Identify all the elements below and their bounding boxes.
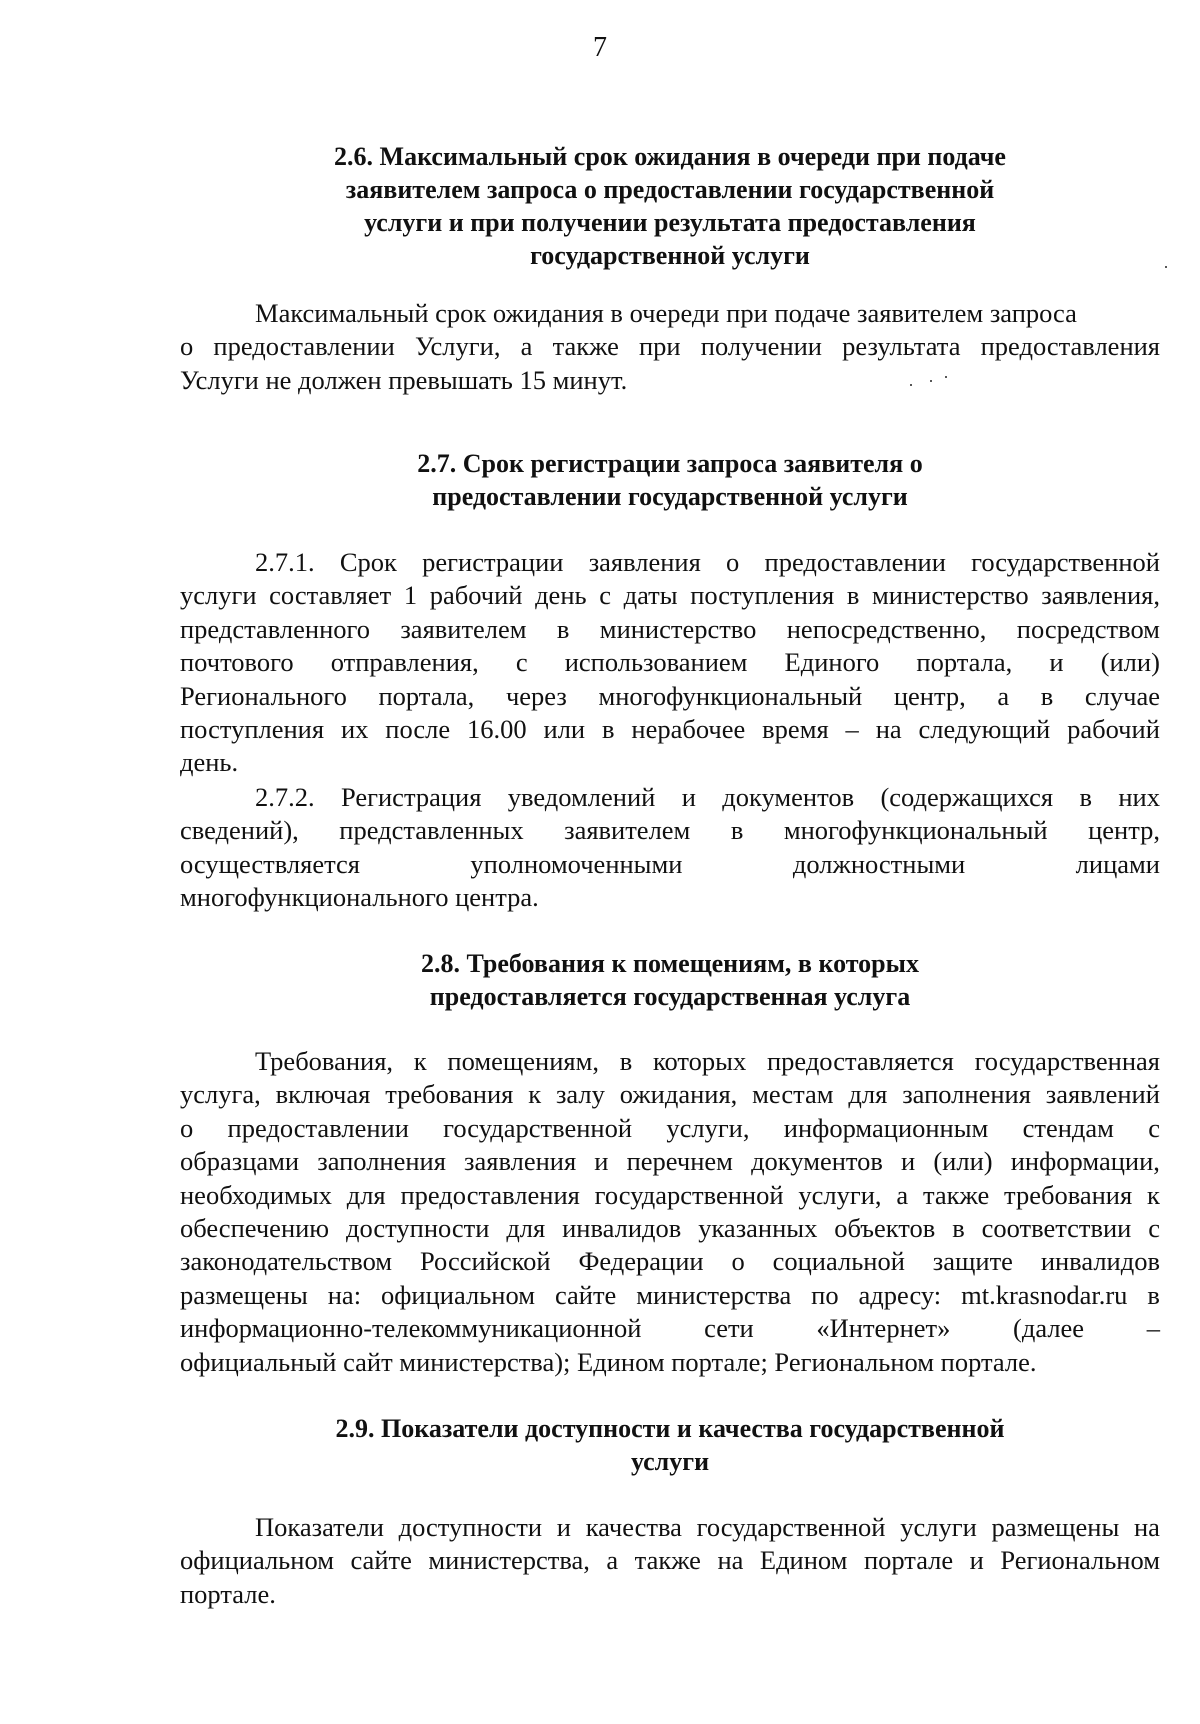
section-2-8-heading xyxy=(180,947,1160,1013)
word: в xyxy=(602,714,615,745)
word: доступности xyxy=(346,1213,490,1244)
word: к xyxy=(1147,1179,1160,1210)
word: с xyxy=(1148,1213,1160,1244)
paragraph-line xyxy=(180,1045,1160,1078)
paragraph-line xyxy=(180,1245,1160,1278)
word: государственная xyxy=(974,1046,1160,1076)
word: официальном xyxy=(180,1545,334,1576)
word: – xyxy=(845,714,859,745)
word: отправления, xyxy=(330,647,479,678)
word: 2.7.2. xyxy=(255,782,315,812)
word: ожидания, xyxy=(619,1079,738,1110)
word: стендам xyxy=(1022,1112,1114,1143)
word: представленного xyxy=(180,613,370,644)
word: «Интернет» xyxy=(816,1313,951,1344)
word: Российской xyxy=(419,1246,551,1277)
heading-line: 2.9. Показатели доступности и качества государственной xyxy=(335,1414,1005,1443)
scan-speck xyxy=(910,384,912,386)
word: или xyxy=(543,714,586,745)
word: центр, xyxy=(1088,815,1160,846)
word: должностными xyxy=(792,848,966,879)
word: время xyxy=(762,714,829,745)
word: предоставлении xyxy=(213,331,395,362)
paragraph-line xyxy=(180,848,1160,881)
word: представленных xyxy=(339,815,524,846)
word: предоставления xyxy=(400,1179,580,1210)
word: услуги xyxy=(900,1512,977,1542)
heading-line: предоставляется государственная услуга xyxy=(429,982,911,1011)
word: предоставляется xyxy=(766,1046,954,1076)
word: официальном xyxy=(381,1279,535,1310)
word: о xyxy=(726,547,740,577)
word: Единого xyxy=(784,647,880,678)
word: посредством xyxy=(1016,613,1160,644)
word: и xyxy=(969,1545,984,1576)
word: уполномоченными xyxy=(470,848,683,879)
paragraph-line xyxy=(180,1511,1160,1544)
section-2-6-paragraph xyxy=(180,297,1160,397)
word: а xyxy=(997,680,1010,711)
heading-line: предоставлении государственной услуги xyxy=(432,482,908,511)
word: для xyxy=(346,1179,386,1210)
word: mt.krasnodar.ru xyxy=(961,1279,1128,1310)
section-2-8-paragraph xyxy=(180,1045,1160,1379)
section-2-9-heading xyxy=(180,1412,1160,1478)
paragraph-line xyxy=(180,1078,1160,1111)
word: предоставлении xyxy=(227,1112,409,1143)
paragraph-line xyxy=(180,546,1160,579)
section-2-7-heading xyxy=(180,447,1160,513)
word: государственной xyxy=(696,1512,886,1542)
paragraph-line xyxy=(180,680,1160,713)
page-number: 7 xyxy=(593,32,607,63)
scan-speck xyxy=(930,380,932,382)
word: Регистрация xyxy=(340,782,482,812)
word: Региональном xyxy=(1000,1545,1160,1576)
word: о xyxy=(731,1246,745,1277)
word: и xyxy=(594,1146,609,1177)
word: инвалидов xyxy=(1040,1246,1160,1277)
word: заявителем xyxy=(564,815,691,846)
word: государственной xyxy=(971,547,1160,577)
word: услуги xyxy=(180,580,257,611)
word: предоставлении xyxy=(764,547,946,577)
word: (далее xyxy=(1013,1313,1085,1344)
word: которых xyxy=(653,1046,747,1076)
word: следующий xyxy=(918,714,1051,745)
word: услуги, xyxy=(798,1179,882,1210)
paragraph-line xyxy=(180,814,1160,847)
word: (или) xyxy=(933,1146,993,1177)
paragraph-line xyxy=(180,1544,1160,1577)
word: о xyxy=(180,331,194,362)
word: осуществляется xyxy=(180,848,360,879)
section-2-6-heading xyxy=(180,140,1160,272)
word: заявления, xyxy=(1041,580,1160,611)
word: информационно-телекоммуникационной xyxy=(180,1313,642,1344)
word: с xyxy=(515,647,528,678)
paragraph-line: Максимальный срок ожидания в очереди при подаче заявителем запроса xyxy=(255,298,1077,328)
paragraph-line: Услуги не должен превышать 15 минут. xyxy=(180,364,628,395)
word: защите xyxy=(932,1246,1013,1277)
word: к xyxy=(413,1046,427,1076)
word: документов xyxy=(751,1146,883,1177)
word: информации, xyxy=(1010,1146,1160,1177)
scan-speck xyxy=(945,376,947,378)
word: услуга, xyxy=(180,1079,261,1110)
paragraph-line xyxy=(180,1312,1160,1345)
word: министерство xyxy=(872,580,1029,611)
paragraph-line xyxy=(180,1212,1160,1245)
word: в xyxy=(619,1046,633,1076)
paragraph-line xyxy=(180,1279,1160,1312)
word: заполнения xyxy=(902,1079,1031,1110)
word: уведомлений xyxy=(507,782,656,812)
word: и xyxy=(681,782,696,812)
word: услуги, xyxy=(666,1112,750,1143)
word: требования xyxy=(385,1079,514,1110)
word: заявления xyxy=(588,547,701,577)
word: на xyxy=(1134,1512,1160,1542)
word: требования xyxy=(1004,1179,1133,1210)
word: о xyxy=(180,1112,194,1143)
paragraph-line: многофункционального центра. xyxy=(180,882,539,913)
word: сети xyxy=(704,1313,754,1344)
word: портала, xyxy=(378,680,475,711)
word: (содержащихся xyxy=(880,782,1054,812)
word: и xyxy=(556,1512,571,1542)
word: также xyxy=(552,331,619,362)
paragraph-line xyxy=(180,613,1160,646)
word: на: xyxy=(327,1279,362,1310)
scan-speck xyxy=(1165,266,1167,268)
heading-line: 2.8. Требования к помещениям, в которых xyxy=(421,949,919,978)
word: Регионального xyxy=(180,680,347,711)
word: многофункциональный xyxy=(783,815,1048,846)
word: обеспечению xyxy=(180,1213,330,1244)
word: сайте xyxy=(350,1545,412,1576)
word: государственной xyxy=(594,1179,784,1210)
word: указанных xyxy=(698,1213,818,1244)
heading-line: 2.7. Срок регистрации запроса заявителя о xyxy=(417,449,923,478)
word: образцами xyxy=(180,1146,300,1177)
word: предоставления xyxy=(980,331,1160,362)
word: также xyxy=(922,1179,990,1210)
word: Требования, xyxy=(255,1046,394,1076)
word: министерство xyxy=(599,613,757,644)
section-2-7-2-paragraph xyxy=(180,781,1160,915)
word: рабочий xyxy=(1067,714,1160,745)
word: в xyxy=(846,580,860,611)
word: также xyxy=(634,1545,701,1576)
word: случае xyxy=(1084,680,1160,711)
word: и xyxy=(1049,647,1064,678)
word: в xyxy=(1040,680,1054,711)
word: них xyxy=(1118,782,1160,812)
word: день xyxy=(535,580,587,611)
word: залу xyxy=(555,1079,605,1110)
paragraph-line xyxy=(180,781,1160,814)
word: сведений), xyxy=(180,815,299,846)
word: объектов xyxy=(834,1213,936,1244)
word: Едином xyxy=(759,1545,848,1576)
word: социальной xyxy=(772,1246,905,1277)
word: к xyxy=(528,1079,542,1110)
word: 1 xyxy=(403,580,418,611)
word: государственной xyxy=(443,1112,633,1143)
word: многофункциональный xyxy=(598,680,863,711)
word: на xyxy=(717,1545,744,1576)
paragraph-line xyxy=(180,1112,1160,1145)
word: лицами xyxy=(1075,848,1160,879)
heading-line: услуги и при получении результата предоставления xyxy=(364,208,976,237)
word: портала, xyxy=(916,647,1013,678)
word: размещены xyxy=(180,1279,308,1310)
word: составляет xyxy=(269,580,392,611)
word: с xyxy=(599,580,611,611)
word: помещениям, xyxy=(447,1046,599,1076)
word: по xyxy=(811,1279,839,1310)
heading-line: 2.6. Максимальный срок ожидания в очереди при подаче xyxy=(334,142,1006,171)
word: министерства, xyxy=(428,1545,590,1576)
word: а xyxy=(520,331,533,362)
word: соответствии xyxy=(981,1213,1132,1244)
word: инвалидов xyxy=(562,1213,682,1244)
word: – xyxy=(1146,1313,1160,1344)
section-2-9-paragraph xyxy=(180,1511,1160,1611)
word: министерства xyxy=(636,1279,792,1310)
word: с xyxy=(1148,1112,1160,1143)
word: центр, xyxy=(893,680,966,711)
word: непосредственно, xyxy=(786,613,987,644)
word: заполнения xyxy=(317,1146,446,1177)
word: 16.00 xyxy=(467,714,527,745)
word: при xyxy=(639,331,681,362)
word: заявителем xyxy=(400,613,527,644)
word: сайте xyxy=(554,1279,617,1310)
word: качества xyxy=(585,1512,682,1542)
paragraph-line xyxy=(180,579,1160,612)
word: получении xyxy=(700,331,822,362)
word: а xyxy=(896,1179,909,1210)
word: документов xyxy=(722,782,855,812)
word: необходимых xyxy=(180,1179,332,1210)
word: их xyxy=(340,714,369,745)
paragraph-line: портале. xyxy=(180,1578,276,1609)
word: поступления xyxy=(690,580,835,611)
word: перечнем xyxy=(626,1146,733,1177)
heading-line: услуги xyxy=(630,1447,710,1476)
word: Услуги, xyxy=(414,331,501,362)
word: регистрации xyxy=(422,547,564,577)
word: через xyxy=(505,680,567,711)
paragraph-line: день. xyxy=(180,747,239,778)
word: 2.7.1. xyxy=(255,547,315,577)
paragraph-line xyxy=(180,713,1160,746)
paragraph-line xyxy=(180,646,1160,679)
word: местам xyxy=(752,1079,834,1110)
word: (или) xyxy=(1100,647,1160,678)
word: в xyxy=(952,1213,965,1244)
word: после xyxy=(385,714,451,745)
heading-line: государственной услуги xyxy=(530,241,810,270)
paragraph-line xyxy=(180,330,1160,363)
word: портале xyxy=(863,1545,954,1576)
word: Федерации xyxy=(578,1246,704,1277)
word: для xyxy=(848,1079,888,1110)
paragraph-line: официальный сайт министерства); Едином портале; Региональном портале. xyxy=(180,1346,1037,1377)
paragraph-line xyxy=(180,1145,1160,1178)
word: адресу: xyxy=(858,1279,942,1310)
word: использованием xyxy=(564,647,748,678)
heading-line: заявителем запроса о предоставлении государственной xyxy=(345,175,995,204)
word: заявления xyxy=(464,1146,577,1177)
word: на xyxy=(875,714,902,745)
word: в xyxy=(730,815,744,846)
word: а xyxy=(606,1545,619,1576)
word: даты xyxy=(623,580,678,611)
word: заявлений xyxy=(1045,1079,1160,1110)
word: в xyxy=(1147,1279,1160,1310)
word: и xyxy=(901,1146,916,1177)
word: рабочий xyxy=(429,580,523,611)
word: информационным xyxy=(783,1112,989,1143)
word: Показатели xyxy=(255,1512,384,1542)
word: в xyxy=(1079,782,1092,812)
paragraph-line xyxy=(180,1179,1160,1212)
word: поступления xyxy=(180,714,325,745)
word: доступности xyxy=(398,1512,543,1542)
word: почтового xyxy=(180,647,294,678)
word: нерабочее xyxy=(631,714,746,745)
word: результата xyxy=(842,331,961,362)
word: в xyxy=(556,613,570,644)
word: включая xyxy=(275,1079,371,1110)
word: законодательством xyxy=(180,1246,393,1277)
section-2-7-1-paragraph xyxy=(180,546,1160,780)
word: для xyxy=(506,1213,546,1244)
word: размещены xyxy=(991,1512,1120,1542)
word: Срок xyxy=(339,547,397,577)
